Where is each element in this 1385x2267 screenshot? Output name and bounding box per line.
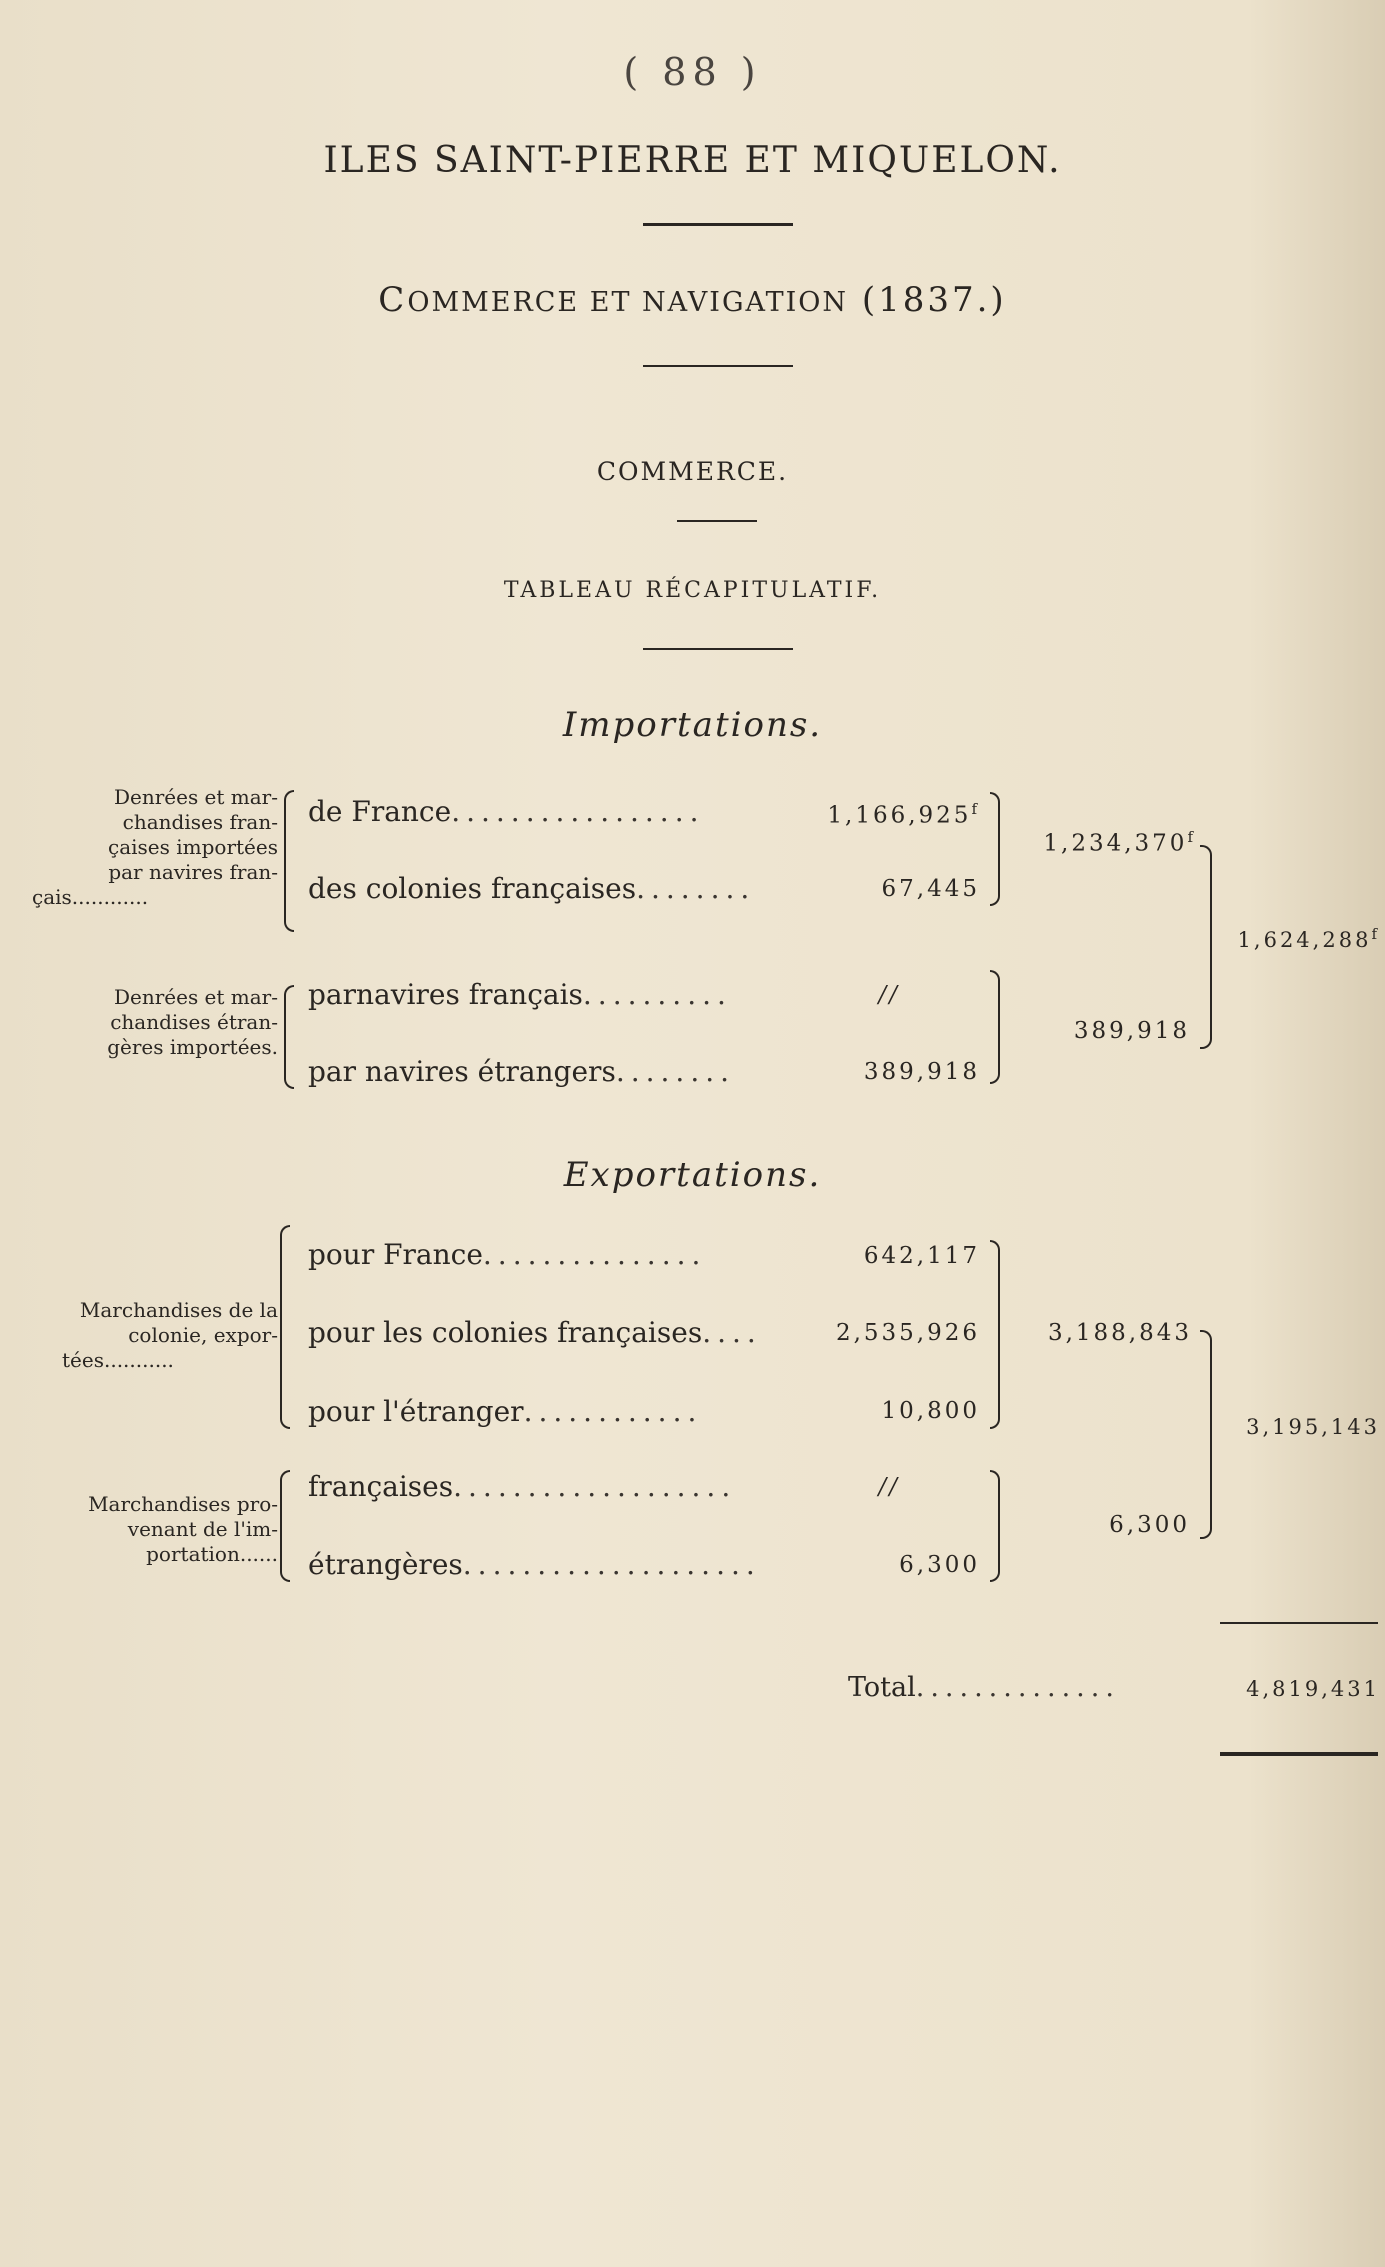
export-row-pour-france: pour France............... bbox=[308, 1238, 707, 1271]
export-row-etrangeres: étrangères.................... bbox=[308, 1548, 761, 1581]
export-group-2-brace bbox=[280, 1470, 290, 1582]
rule-section bbox=[677, 520, 757, 522]
export-total: 3,195,143 bbox=[1246, 1415, 1380, 1439]
export-value-colonies: 2,535,926 bbox=[835, 1320, 980, 1346]
subtitle bbox=[0, 280, 1385, 320]
export-row-colonies: pour les colonies françaises.... bbox=[308, 1316, 762, 1349]
import-row-navires-francais: parnavires français.......... bbox=[308, 978, 732, 1011]
import-group-1-label: Denrées et mar- chandises fran- çaises importées par navires fran- çais............ bbox=[32, 785, 278, 909]
import-group-2-brace bbox=[284, 985, 294, 1089]
subtitle-text: OMMERCE ET NAVIGATION bbox=[407, 287, 848, 318]
export-group-1-brace bbox=[280, 1225, 290, 1429]
import-row-navires-etrangers: par navires étrangers........ bbox=[308, 1055, 736, 1088]
import-subtotal-2: 389,918 bbox=[1073, 1018, 1190, 1044]
page-title: ILES SAINT-PIERRE ET MIQUELON. bbox=[323, 140, 1062, 181]
section-heading: COMMERCE. bbox=[596, 457, 789, 486]
import-group-1-brace bbox=[284, 790, 294, 932]
import-subtotal-1: 1,234,370$^f$ bbox=[1043, 828, 1196, 857]
rule-table-title bbox=[643, 648, 793, 650]
import-value-colonies: 67,445 bbox=[881, 876, 980, 902]
export-value-francaises: // bbox=[878, 1474, 900, 1500]
export-value-pour-france: 642,117 bbox=[863, 1243, 980, 1269]
export-group-2-sum-brace bbox=[990, 1470, 1000, 1582]
import-total: 1,624,288$^f$ bbox=[1237, 925, 1380, 952]
import-row-colonies: des colonies françaises........ bbox=[308, 872, 756, 905]
exportations-heading: Exportations. bbox=[563, 1155, 822, 1195]
rule-title bbox=[643, 223, 793, 226]
subtitle-initial: C bbox=[378, 280, 408, 320]
export-group-1-label: Marchandises de la colonie, expor- tées........... bbox=[62, 1298, 278, 1372]
rule-after-total bbox=[1220, 1752, 1378, 1756]
importations-heading: Importations. bbox=[562, 705, 823, 745]
export-subtotal-1: 3,188,843 bbox=[1047, 1320, 1192, 1346]
rule-before-total bbox=[1220, 1622, 1378, 1624]
table-title: TABLEAU RÉCAPITULATIF. bbox=[503, 578, 882, 603]
export-value-etranger: 10,800 bbox=[881, 1398, 980, 1424]
export-row-francaises: françaises................... bbox=[308, 1470, 737, 1503]
import-row-de-france: de France................. bbox=[308, 795, 705, 828]
import-value-de-france: 1,166,925$^f$ bbox=[827, 800, 980, 829]
export-row-etranger: pour l'étranger............ bbox=[308, 1395, 703, 1428]
export-group-1-sum-brace bbox=[990, 1240, 1000, 1429]
page-number: ( 88 ) bbox=[623, 50, 762, 94]
export-subtotal-2: 6,300 bbox=[1109, 1512, 1190, 1538]
import-value-navires-etrangers: 389,918 bbox=[863, 1059, 980, 1085]
import-group-1-sum-brace bbox=[990, 792, 1000, 906]
import-value-navires-francais: // bbox=[878, 982, 900, 1008]
export-value-etrangeres: 6,300 bbox=[899, 1552, 980, 1578]
grand-total-value: 4,819,431 bbox=[1246, 1677, 1380, 1701]
export-group-2-label: Marchandises pro- venant de l'im- portation...... bbox=[88, 1492, 278, 1566]
grand-total-row: Total.............. bbox=[848, 1672, 1120, 1703]
import-group-2-sum-brace bbox=[990, 970, 1000, 1084]
import-group-2-label: Denrées et mar- chandises étran- gères importées. bbox=[107, 985, 278, 1059]
subtitle-year: (1837.) bbox=[861, 280, 1007, 320]
rule-subtitle bbox=[643, 365, 793, 367]
